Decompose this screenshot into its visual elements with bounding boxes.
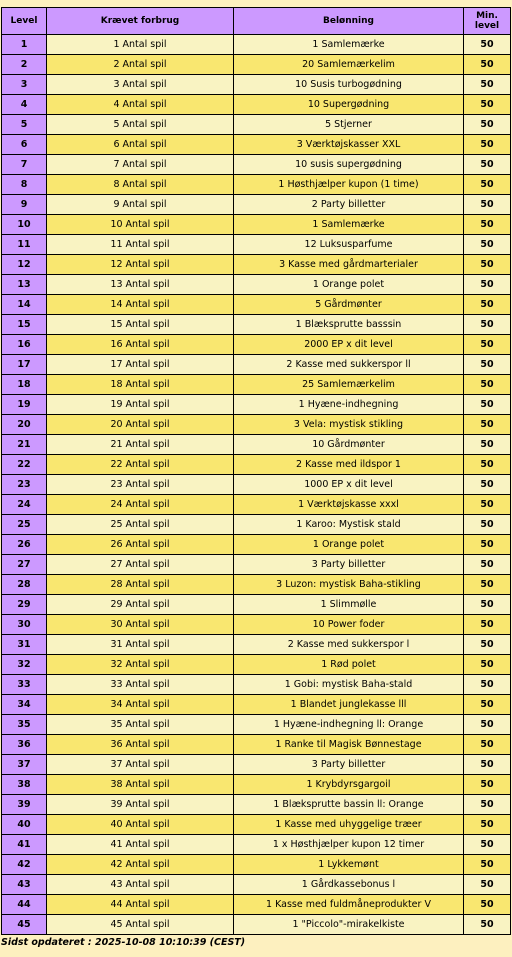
reward-cell: 1 Ranke til Magisk Bønnestage: [234, 735, 464, 755]
required-cell: 11 Antal spil: [47, 235, 234, 255]
required-cell: 34 Antal spil: [47, 695, 234, 715]
level-cell: 38: [2, 775, 47, 795]
level-cell: 42: [2, 855, 47, 875]
header-level: Level: [2, 8, 47, 35]
table-row: [2, 675, 511, 695]
required-cell: 36 Antal spil: [47, 735, 234, 755]
required-cell: 25 Antal spil: [47, 515, 234, 535]
level-cell: 13: [2, 275, 47, 295]
min-level-cell: 50: [464, 475, 511, 495]
table-row: [2, 115, 511, 135]
table-header-row: [2, 8, 511, 35]
reward-cell: 3 Party billetter: [234, 755, 464, 775]
reward-cell: 3 Luzon: mystisk Baha-stikling: [234, 575, 464, 595]
reward-cell: 1 "Piccolo"-mirakelkiste: [234, 915, 464, 935]
header-min-level-line2: level: [474, 21, 500, 31]
level-cell: 41: [2, 835, 47, 855]
rewards-table: [1, 7, 511, 935]
level-cell: 14: [2, 295, 47, 315]
min-level-cell: 50: [464, 595, 511, 615]
reward-cell: 10 Power foder: [234, 615, 464, 635]
min-level-cell: 50: [464, 555, 511, 575]
required-cell: 13 Antal spil: [47, 275, 234, 295]
level-cell: 24: [2, 495, 47, 515]
level-cell: 3: [2, 75, 47, 95]
min-level-cell: 50: [464, 515, 511, 535]
required-cell: 41 Antal spil: [47, 835, 234, 855]
min-level-cell: 50: [464, 535, 511, 555]
min-level-cell: 50: [464, 835, 511, 855]
table-row: [2, 55, 511, 75]
header-required: Krævet forbrug: [47, 8, 234, 35]
table-row: [2, 895, 511, 915]
reward-cell: 20 Samlemærkelim: [234, 55, 464, 75]
min-level-cell: 50: [464, 255, 511, 275]
required-cell: 37 Antal spil: [47, 755, 234, 775]
header-min-level: [464, 8, 511, 35]
level-cell: 18: [2, 375, 47, 395]
table-row: [2, 455, 511, 475]
reward-cell: 12 Luksusparfume: [234, 235, 464, 255]
level-cell: 4: [2, 95, 47, 115]
reward-cell: 1 Hyæne-indhegning ll: Orange: [234, 715, 464, 735]
reward-cell: 1 Samlemærke: [234, 215, 464, 235]
min-level-cell: 50: [464, 275, 511, 295]
level-cell: 21: [2, 435, 47, 455]
table-row: [2, 155, 511, 175]
reward-cell: 10 Supergødning: [234, 95, 464, 115]
required-cell: 24 Antal spil: [47, 495, 234, 515]
required-cell: 20 Antal spil: [47, 415, 234, 435]
reward-cell: 5 Gårdmønter: [234, 295, 464, 315]
required-cell: 15 Antal spil: [47, 315, 234, 335]
min-level-cell: 50: [464, 495, 511, 515]
required-cell: 33 Antal spil: [47, 675, 234, 695]
min-level-cell: 50: [464, 635, 511, 655]
min-level-cell: 50: [464, 895, 511, 915]
table-row: [2, 275, 511, 295]
level-cell: 29: [2, 595, 47, 615]
reward-cell: 1 x Høsthjælper kupon 12 timer: [234, 835, 464, 855]
table-row: [2, 95, 511, 115]
required-cell: 9 Antal spil: [47, 195, 234, 215]
table-row: [2, 335, 511, 355]
reward-cell: 1 Blandet junglekasse lll: [234, 695, 464, 715]
required-cell: 44 Antal spil: [47, 895, 234, 915]
reward-cell: 1 Slimmølle: [234, 595, 464, 615]
min-level-cell: 50: [464, 295, 511, 315]
table-row: [2, 755, 511, 775]
reward-cell: 1 Orange polet: [234, 535, 464, 555]
level-cell: 2: [2, 55, 47, 75]
table-row: [2, 315, 511, 335]
reward-cell: 5 Stjerner: [234, 115, 464, 135]
min-level-cell: 50: [464, 95, 511, 115]
min-level-cell: 50: [464, 115, 511, 135]
required-cell: 5 Antal spil: [47, 115, 234, 135]
reward-cell: 10 susis supergødning: [234, 155, 464, 175]
level-cell: 6: [2, 135, 47, 155]
level-cell: 8: [2, 175, 47, 195]
table-row: [2, 75, 511, 95]
min-level-cell: 50: [464, 875, 511, 895]
level-cell: 15: [2, 315, 47, 335]
table-row: [2, 175, 511, 195]
required-cell: 42 Antal spil: [47, 855, 234, 875]
table-row: [2, 415, 511, 435]
table-row: [2, 575, 511, 595]
required-cell: 7 Antal spil: [47, 155, 234, 175]
min-level-cell: 50: [464, 575, 511, 595]
table-row: [2, 135, 511, 155]
required-cell: 30 Antal spil: [47, 615, 234, 635]
level-cell: 45: [2, 915, 47, 935]
table-row: [2, 395, 511, 415]
required-cell: 38 Antal spil: [47, 775, 234, 795]
table-row: [2, 875, 511, 895]
reward-cell: 1 Hyæne-indhegning: [234, 395, 464, 415]
min-level-cell: 50: [464, 395, 511, 415]
min-level-cell: 50: [464, 735, 511, 755]
required-cell: 28 Antal spil: [47, 575, 234, 595]
table-row: [2, 35, 511, 55]
table-row: [2, 915, 511, 935]
reward-cell: 25 Samlemærkelim: [234, 375, 464, 395]
required-cell: 39 Antal spil: [47, 795, 234, 815]
reward-cell: 1 Blæksprutte bassin ll: Orange: [234, 795, 464, 815]
required-cell: 8 Antal spil: [47, 175, 234, 195]
required-cell: 40 Antal spil: [47, 815, 234, 835]
reward-cell: 3 Party billetter: [234, 555, 464, 575]
required-cell: 22 Antal spil: [47, 455, 234, 475]
min-level-cell: 50: [464, 795, 511, 815]
min-level-cell: 50: [464, 435, 511, 455]
level-cell: 26: [2, 535, 47, 555]
required-cell: 23 Antal spil: [47, 475, 234, 495]
table-row: [2, 815, 511, 835]
reward-cell: 10 Susis turbogødning: [234, 75, 464, 95]
min-level-cell: 50: [464, 375, 511, 395]
reward-cell: 3 Værktøjskasser XXL: [234, 135, 464, 155]
required-cell: 17 Antal spil: [47, 355, 234, 375]
reward-cell: 2 Kasse med sukkerspor l: [234, 635, 464, 655]
table-row: [2, 635, 511, 655]
last-updated-footer: Sidst opdateret : 2025-10-08 10:10:39 (CEST): [1, 937, 246, 948]
level-cell: 40: [2, 815, 47, 835]
level-cell: 30: [2, 615, 47, 635]
table-row: [2, 735, 511, 755]
reward-cell: 3 Kasse med gårdmarterialer: [234, 255, 464, 275]
table-row: [2, 435, 511, 455]
level-cell: 7: [2, 155, 47, 175]
min-level-cell: 50: [464, 855, 511, 875]
level-cell: 34: [2, 695, 47, 715]
level-cell: 32: [2, 655, 47, 675]
table-row: [2, 215, 511, 235]
min-level-cell: 50: [464, 615, 511, 635]
table-row: [2, 775, 511, 795]
required-cell: 14 Antal spil: [47, 295, 234, 315]
table-row: [2, 495, 511, 515]
required-cell: 4 Antal spil: [47, 95, 234, 115]
reward-cell: 1 Orange polet: [234, 275, 464, 295]
reward-cell: 1 Rød polet: [234, 655, 464, 675]
min-level-cell: 50: [464, 695, 511, 715]
reward-cell: 1 Høsthjælper kupon (1 time): [234, 175, 464, 195]
reward-cell: 1 Krybdyrsgargoil: [234, 775, 464, 795]
reward-cell: 1 Værktøjskasse xxxl: [234, 495, 464, 515]
level-cell: 39: [2, 795, 47, 815]
level-cell: 35: [2, 715, 47, 735]
reward-cell: 1 Gårdkassebonus l: [234, 875, 464, 895]
level-cell: 11: [2, 235, 47, 255]
reward-cell: 1 Lykkemønt: [234, 855, 464, 875]
level-cell: 10: [2, 215, 47, 235]
table-row: [2, 235, 511, 255]
required-cell: 31 Antal spil: [47, 635, 234, 655]
min-level-cell: 50: [464, 35, 511, 55]
required-cell: 3 Antal spil: [47, 75, 234, 95]
table-row: [2, 715, 511, 735]
min-level-cell: 50: [464, 335, 511, 355]
reward-cell: 2000 EP x dit level: [234, 335, 464, 355]
reward-cell: 1 Gobi: mystisk Baha-stald: [234, 675, 464, 695]
required-cell: 32 Antal spil: [47, 655, 234, 675]
min-level-cell: 50: [464, 715, 511, 735]
reward-cell: 1 Kasse med fuldmåneprodukter V: [234, 895, 464, 915]
min-level-cell: 50: [464, 675, 511, 695]
required-cell: 45 Antal spil: [47, 915, 234, 935]
table-row: [2, 255, 511, 275]
required-cell: 6 Antal spil: [47, 135, 234, 155]
header-min-level-line1: Min.: [476, 11, 498, 21]
required-cell: 10 Antal spil: [47, 215, 234, 235]
table-row: [2, 195, 511, 215]
required-cell: 26 Antal spil: [47, 535, 234, 555]
table-row: [2, 555, 511, 575]
min-level-cell: 50: [464, 915, 511, 935]
table-row: [2, 595, 511, 615]
table-row: [2, 535, 511, 555]
table-row: [2, 835, 511, 855]
required-cell: 27 Antal spil: [47, 555, 234, 575]
table-body: [2, 35, 511, 935]
min-level-cell: 50: [464, 315, 511, 335]
required-cell: 21 Antal spil: [47, 435, 234, 455]
required-cell: 1 Antal spil: [47, 35, 234, 55]
table-row: [2, 515, 511, 535]
level-cell: 43: [2, 875, 47, 895]
level-cell: 12: [2, 255, 47, 275]
reward-cell: 2 Party billetter: [234, 195, 464, 215]
level-cell: 22: [2, 455, 47, 475]
reward-cell: 1000 EP x dit level: [234, 475, 464, 495]
level-cell: 27: [2, 555, 47, 575]
required-cell: 35 Antal spil: [47, 715, 234, 735]
level-cell: 1: [2, 35, 47, 55]
level-cell: 5: [2, 115, 47, 135]
table-row: [2, 295, 511, 315]
min-level-cell: 50: [464, 195, 511, 215]
required-cell: 16 Antal spil: [47, 335, 234, 355]
level-cell: 44: [2, 895, 47, 915]
level-cell: 28: [2, 575, 47, 595]
level-cell: 19: [2, 395, 47, 415]
table-row: [2, 655, 511, 675]
min-level-cell: 50: [464, 415, 511, 435]
level-cell: 31: [2, 635, 47, 655]
required-cell: 2 Antal spil: [47, 55, 234, 75]
required-cell: 12 Antal spil: [47, 255, 234, 275]
reward-cell: 10 Gårdmønter: [234, 435, 464, 455]
reward-cell: 1 Karoo: Mystisk stald: [234, 515, 464, 535]
level-cell: 23: [2, 475, 47, 495]
level-cell: 37: [2, 755, 47, 775]
level-cell: 33: [2, 675, 47, 695]
min-level-cell: 50: [464, 355, 511, 375]
reward-cell: 2 Kasse med ildspor 1: [234, 455, 464, 475]
min-level-cell: 50: [464, 455, 511, 475]
min-level-cell: 50: [464, 135, 511, 155]
table-row: [2, 375, 511, 395]
table-row: [2, 855, 511, 875]
min-level-cell: 50: [464, 235, 511, 255]
min-level-cell: 50: [464, 75, 511, 95]
min-level-cell: 50: [464, 815, 511, 835]
level-cell: 16: [2, 335, 47, 355]
required-cell: 29 Antal spil: [47, 595, 234, 615]
required-cell: 18 Antal spil: [47, 375, 234, 395]
required-cell: 19 Antal spil: [47, 395, 234, 415]
table-row: [2, 615, 511, 635]
min-level-cell: 50: [464, 775, 511, 795]
reward-cell: 1 Kasse med uhyggelige træer: [234, 815, 464, 835]
min-level-cell: 50: [464, 655, 511, 675]
min-level-cell: 50: [464, 155, 511, 175]
reward-cell: 3 Vela: mystisk stikling: [234, 415, 464, 435]
level-cell: 36: [2, 735, 47, 755]
level-cell: 9: [2, 195, 47, 215]
reward-cell: 2 Kasse med sukkerspor ll: [234, 355, 464, 375]
reward-cell: 1 Blæksprutte basssin: [234, 315, 464, 335]
table-row: [2, 475, 511, 495]
level-cell: 17: [2, 355, 47, 375]
level-cell: 20: [2, 415, 47, 435]
table-row: [2, 695, 511, 715]
min-level-cell: 50: [464, 755, 511, 775]
min-level-cell: 50: [464, 215, 511, 235]
header-reward: Belønning: [234, 8, 464, 35]
table-row: [2, 355, 511, 375]
min-level-cell: 50: [464, 55, 511, 75]
required-cell: 43 Antal spil: [47, 875, 234, 895]
level-cell: 25: [2, 515, 47, 535]
reward-cell: 1 Samlemærke: [234, 35, 464, 55]
table-row: [2, 795, 511, 815]
min-level-cell: 50: [464, 175, 511, 195]
